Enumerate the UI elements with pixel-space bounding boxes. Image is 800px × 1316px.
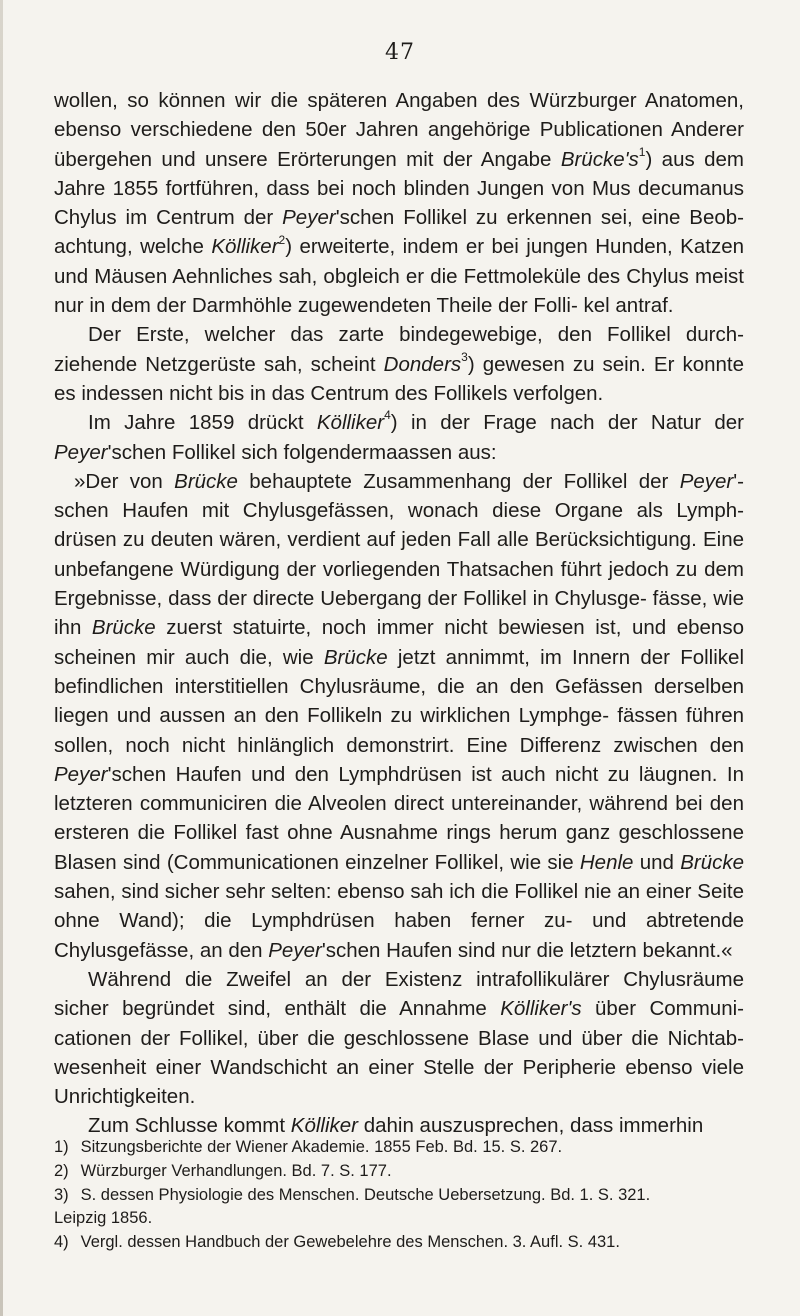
text-run: ) erweiterte, indem er bei jungen Hunden, Katzen und Mäusen Aehnliches sah, obgleich er die Fettmoleküle des Chylus meist nur in dem der Darmhöhle zugewendeten Theile der Folli- kel antraf. <box>54 235 744 318</box>
footnote-marker: 4) <box>54 1233 69 1252</box>
footnote-text: Sitzungsberichte der Wiener Akademie. 1855 Feb. Bd. 15. S. 267. <box>80 1138 563 1156</box>
text-run: über Communi- cationen der Follikel, über die geschlossene Blase und über die Nichtab- wesenheit einer Wandschicht an einer Stelle der Peripherie ebenso viele Unrichtigkeiten. <box>54 997 744 1109</box>
footnote-ref: 3 <box>461 349 468 364</box>
text-run: 'schen Haufen und den Lymphdrüsen ist auch nicht zu läugnen. In letzteren communiciren die Alveolen direct untereinander, während bei den ersteren die Follikel fast ohne Ausnahme rings herum ganz geschlossene Blasen sind (Communicationen einzelner Follikel, wie sie <box>54 762 744 874</box>
text-run: Der Erste, welcher das zarte bindegewebige, den Follikel durch- ziehende Netzgerüste sah, scheint <box>54 323 744 376</box>
text-run: jetzt annimmt, im Innern der Follikel befindlichen interstitiellen Chylusräume, die an den Gefässen derselben liegen und aussen an den Follikeln zu wirklichen Lymphge- fässen führen sollen, noch nicht hinlänglich demonstrirt. Eine Differenz zwischen den <box>54 645 744 757</box>
footnote-1 <box>54 1136 744 1160</box>
paragraph-3 <box>54 408 744 467</box>
text-run: 'schen Follikel sich folgendermaassen aus: <box>107 440 497 464</box>
text-run: behauptete Zusammenhang der Follikel der <box>237 469 680 493</box>
footnote-3 <box>54 1184 744 1208</box>
footnote-4 <box>54 1231 744 1255</box>
page-edge <box>0 0 3 1316</box>
author-name: Kölliker <box>316 411 385 435</box>
text-run: wollen, so können wir die späteren Angaben des Würzburger Anatomen, ebenso verschiedene den 50er Jahren angehörige Publicationen Anderer übergehen und unsere Erörterungen mit der Angabe <box>54 89 744 171</box>
author-name: Brücke's <box>560 147 639 171</box>
text-run: 'schen Follikel zu erkennen sei, eine Beob- achtung, welche <box>54 206 744 259</box>
footnote-text: S. dessen Physiologie des Menschen. Deutsche Uebersetzung. Bd. 1. S. 321. <box>80 1185 651 1204</box>
page-number: 47 <box>385 40 415 65</box>
author-name: Peyer <box>54 440 108 464</box>
text-run: Zum Schlusse kommt <box>88 1114 291 1138</box>
author-name: Kölliker <box>290 1114 358 1138</box>
author-name: Kölliker <box>211 235 279 259</box>
text-run: »Der von <box>74 469 175 493</box>
footnote-marker: 3) <box>54 1185 69 1204</box>
footnote-ref: 4 <box>384 408 391 423</box>
author-name: Kölliker's <box>500 997 582 1021</box>
paragraph-5 <box>54 965 744 1111</box>
text-run: 'schen Haufen sind nur die letztern bekannt.« <box>321 938 733 962</box>
paragraph-4-quote <box>54 467 744 965</box>
text-run: ) gewesen zu sein. Er konnte es indessen nicht bis in das Centrum des Follikels verfolgen. <box>54 352 744 405</box>
paragraph-2 <box>54 320 744 408</box>
body-text <box>54 86 744 1141</box>
footnote-ref: 1 <box>638 144 646 159</box>
author-name: Peyer <box>679 469 734 493</box>
footnote-marker: 2) <box>54 1161 69 1180</box>
text-run: ) in der Frage nach der Natur der <box>390 411 744 435</box>
author-name: Peyer <box>282 206 336 230</box>
footnote-marker: 1) <box>54 1138 69 1156</box>
author-name: Donders <box>383 352 462 376</box>
author-name: Brücke <box>323 645 388 669</box>
footnote-2 <box>54 1160 744 1184</box>
footnote-3-continuation: Leipzig 1856. <box>54 1209 153 1228</box>
footnote-text: Würzburger Verhandlungen. Bd. 7. S. 177. <box>80 1161 392 1180</box>
text-run: '- schen Haufen mit Chylusgefässen, wonach diese Organe als Lymph- drüsen zu deuten wären, verdient auf jeden Fall alle Berücksichtigung. Eine unbefangene Würdigung der vorliegenden Thatsachen führt jedoch zu dem Ergebnisse, dass der directe Uebergang der Follikel in Chylusge- fässe, wie ihn <box>54 469 744 640</box>
text-run: zuerst statuirte, noch immer nicht bewiesen ist, und ebenso scheinen mir auch die, wie <box>54 616 744 669</box>
author-name: Brücke <box>680 850 744 874</box>
text-run: ) aus dem Jahre 1855 fortführen, dass bei noch blinden Jungen von Mus decumanus Chylus im Centrum der <box>54 147 745 230</box>
author-name: Peyer <box>54 762 108 786</box>
footnote-ref: 2 <box>278 232 286 247</box>
author-name: Peyer <box>268 938 322 962</box>
text-run: Im Jahre 1859 drückt <box>88 411 317 435</box>
footnotes <box>54 1136 744 1255</box>
text-run: sahen, sind sicher sehr selten: ebenso sah ich die Follikel nie an einer Seite ohne Wand); die Lymphdrüsen haben ferner zu- und abtretende Chylusgefässe, an den <box>54 880 744 962</box>
paragraph-1 <box>54 86 744 320</box>
author-name: Henle <box>579 850 634 874</box>
text-run: Während die Zweifel an der Existenz intrafollikulärer Chylusräume sicher begründet sind, enthält die Annahme <box>54 967 744 1021</box>
footnote-text: Vergl. dessen Handbuch der Gewebelehre des Menschen. 3. Aufl. S. 431. <box>80 1233 620 1252</box>
text-run: dahin auszusprechen, dass immerhin <box>358 1114 704 1138</box>
author-name: Brücke <box>91 616 156 640</box>
text-run: und <box>633 850 681 874</box>
author-name: Brücke <box>174 469 238 493</box>
